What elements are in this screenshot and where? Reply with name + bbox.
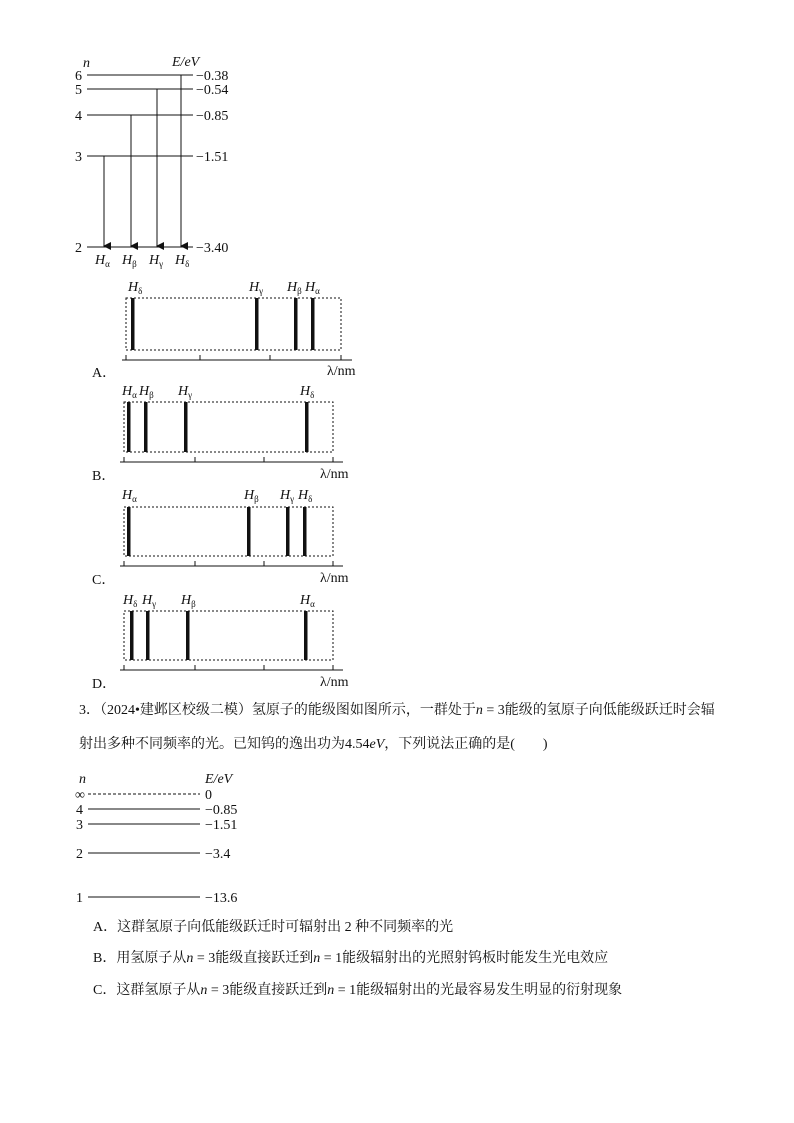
level-n-6: 6 (75, 69, 82, 84)
option-d-label-delta: $H_\delta$ (123, 593, 138, 609)
option-c-frame (124, 507, 333, 556)
level-energy-1: −13.6 (205, 891, 238, 906)
option-a-frame (126, 298, 341, 350)
q3-option-b-text: B．用氢原子从 (93, 951, 187, 966)
variable-n: n (200, 983, 208, 998)
option-a-label-beta: $H_\beta$ (287, 280, 302, 296)
q3-option-c (93, 984, 622, 998)
unit-ev: eV (369, 737, 385, 752)
option-d-line-beta (186, 611, 190, 660)
level-energy-5: −0.54 (196, 83, 229, 98)
option-b-line-beta (144, 402, 148, 452)
level-energy-2: −3.40 (196, 241, 229, 256)
option-a-label-delta: $H_\delta$ (128, 280, 143, 296)
level-n-2: 2 (76, 847, 83, 862)
level-n-4: 4 (75, 109, 82, 124)
option-b-label-gamma: $H_\gamma$ (178, 384, 193, 400)
option-a-line-delta (131, 298, 135, 350)
q3-option-a-text: A．这群氢原子向低能级跃迁时可辐射出 2 种不同频率的光 (93, 920, 454, 935)
option-d-label-beta: $H_\beta$ (181, 593, 196, 609)
level-energy-4: −0.85 (196, 109, 229, 124)
q3-option-b (93, 952, 608, 966)
level-n-3: 3 (76, 818, 83, 833)
q3-option-a (93, 921, 453, 935)
option-c-spectrum (92, 488, 349, 588)
option-c-label-delta: $H_\delta$ (298, 488, 313, 504)
option-b-label-beta: $H_\beta$ (139, 384, 154, 400)
option-b-line-delta (305, 402, 309, 452)
q3-option-b-text: = 1能级辐射出的光照射钨板时能发生光电效应 (320, 951, 609, 966)
option-d-line-delta (130, 611, 134, 660)
q3-option-c-text: = 3能级直接跃迁到 (207, 983, 328, 998)
level-n-2: 2 (75, 241, 82, 256)
question-3-text: 射出多种不同频率的光。已知钨的逸出功为4.54 (79, 737, 370, 752)
option-a-line-gamma (255, 298, 259, 350)
option-a-line-alpha (311, 298, 315, 350)
option-d-label-gamma: $H_\gamma$ (142, 593, 157, 609)
option-c-label-beta: $H_\beta$ (244, 488, 259, 504)
series-label-gamma: $H_\gamma$ (149, 253, 164, 269)
option-b-label-delta: $H_\delta$ (300, 384, 315, 400)
option-d-letter: D． (92, 677, 117, 692)
option-d-line-gamma (146, 611, 150, 660)
level-energy-3: −1.51 (205, 818, 238, 833)
option-b-label-alpha: $H_\alpha$ (122, 384, 137, 400)
option-d-spectrum (92, 593, 349, 692)
level-energy-infinity: 0 (205, 788, 212, 803)
variable-n: n (327, 983, 335, 998)
level-energy-6: −0.38 (196, 69, 229, 84)
level-energy-2: −3.4 (205, 847, 231, 862)
series-label-alpha: $H_\alpha$ (95, 253, 110, 269)
n-axis-label: n (83, 56, 90, 71)
q3-option-c-text: = 1能级辐射出的光最容易发生明显的衍射现象 (334, 983, 623, 998)
option-b-line-alpha (127, 402, 131, 452)
option-a-label-alpha: $H_\alpha$ (305, 280, 320, 296)
question-3-text: ，下列说法正确的是( ) (384, 737, 548, 752)
option-c-line-alpha (127, 507, 131, 556)
option-c-line-gamma (286, 507, 290, 556)
option-d-label-alpha: $H_\alpha$ (300, 593, 315, 609)
option-b-spectrum (92, 384, 349, 484)
energy-level-diagram-2 (0, 770, 794, 910)
level-n-3: 3 (75, 150, 82, 165)
series-label-delta: $H_\delta$ (175, 253, 190, 269)
question-3-line-1 (79, 704, 715, 718)
option-a-label-gamma: $H_\gamma$ (249, 280, 264, 296)
variable-n: n (475, 703, 483, 718)
option-c-line-beta (247, 507, 251, 556)
option-d-frame (124, 611, 333, 660)
level-n-4: 4 (76, 803, 83, 818)
option-c-axis-label: λ/nm (320, 571, 349, 586)
option-a-line-beta (294, 298, 298, 350)
variable-n: n (313, 951, 321, 966)
question-3-line-2 (79, 738, 548, 752)
option-c-letter: C． (92, 573, 116, 588)
q3-option-c-text: C．这群氢原子从 (93, 983, 201, 998)
question-3-text: = 3能级的氢原子向低能级跃迁时会辐 (482, 703, 715, 718)
variable-n: n (186, 951, 194, 966)
option-d-line-alpha (304, 611, 308, 660)
option-c-label-alpha: $H_\alpha$ (122, 488, 137, 504)
option-c-line-delta (303, 507, 307, 556)
option-b-line-gamma (184, 402, 188, 452)
series-label-beta: $H_\beta$ (122, 253, 137, 269)
option-a-letter: A． (92, 366, 117, 381)
option-d-axis-label: λ/nm (320, 675, 349, 690)
option-b-letter: B． (92, 469, 116, 484)
option-b-frame (124, 402, 333, 452)
question-3-text: 3．（2024•建邺区校级二模）氢原子的能级图如图所示，一群处于 (79, 703, 476, 718)
level-n-infinity: ∞ (75, 788, 85, 803)
q3-option-b-text: = 3能级直接跃迁到 (193, 951, 314, 966)
option-a-spectrum (92, 280, 356, 381)
energy-axis-label: E/eV (172, 55, 200, 70)
option-b-axis-label: λ/nm (320, 467, 349, 482)
level-n-5: 5 (75, 83, 82, 98)
n-axis-label: n (79, 772, 86, 787)
energy-axis-label: E/eV (205, 772, 233, 787)
option-a-axis-label: λ/nm (327, 364, 356, 379)
level-n-1: 1 (76, 891, 83, 906)
level-energy-4: −0.85 (205, 803, 238, 818)
level-energy-3: −1.51 (196, 150, 229, 165)
option-c-label-gamma: $H_\gamma$ (280, 488, 295, 504)
